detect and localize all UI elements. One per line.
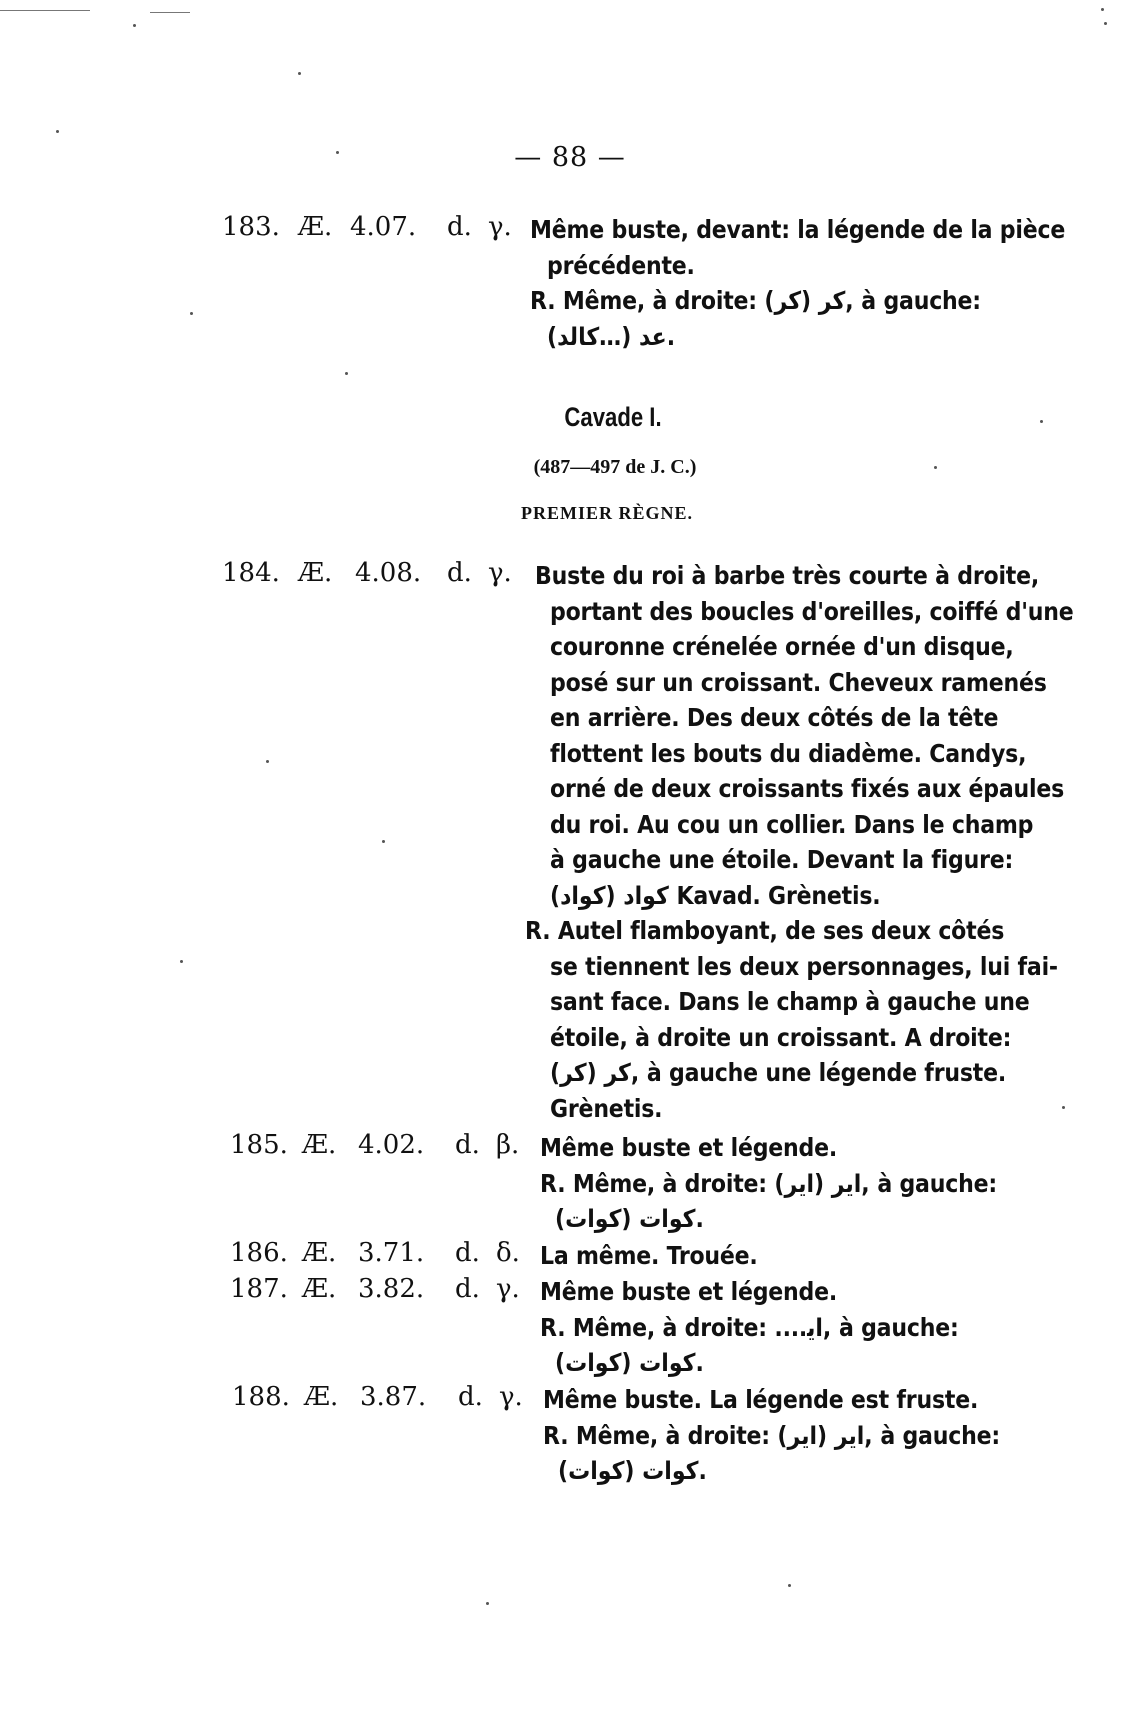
condition-grade: γ. — [499, 1382, 523, 1412]
description-line: orné de deux croissants fixés aux épaules — [550, 774, 1065, 803]
metal-abbreviation: Æ. — [302, 1238, 337, 1268]
scan-speck — [1101, 8, 1104, 11]
scan-speck — [1104, 22, 1107, 25]
coin-weight: 3.82. — [358, 1274, 425, 1304]
description-line: couronne crénelée ornée d'un disque, — [550, 632, 1014, 661]
direction-mark: d. — [458, 1382, 483, 1412]
legend-line: ﮐﻮﺍﺕ (ﮐﻮﺍﺕ). — [555, 1348, 704, 1377]
description-line: précédente. — [547, 250, 695, 280]
entry-number: 185. — [230, 1130, 288, 1160]
scan-speck — [150, 12, 190, 13]
condition-grade: γ. — [488, 558, 512, 588]
scan-speck — [190, 312, 193, 315]
description-line: Même buste et légende. — [540, 1133, 838, 1162]
scan-speck — [788, 1584, 791, 1587]
description-line: à gauche une étoile. Devant la figure: — [550, 845, 1014, 874]
direction-mark: d. — [447, 212, 472, 242]
ruler-heading: Cavade I. — [564, 402, 662, 432]
coin-weight: 4.02. — [358, 1130, 425, 1160]
metal-abbreviation: Æ. — [298, 558, 333, 588]
coin-description — [525, 558, 1074, 1126]
scan-speck — [0, 10, 90, 11]
scan-speck — [934, 466, 937, 469]
reverse-line: R. Même, à droite: ﺍﻳﺮ (ﺍﻳﺮ), à gauche: — [540, 1168, 997, 1198]
direction-mark: d. — [455, 1274, 480, 1304]
entry-number: 188. — [232, 1382, 290, 1412]
entry-number: 186. — [230, 1238, 288, 1268]
scan-speck — [1062, 1106, 1065, 1109]
entry-number: 187. — [230, 1274, 288, 1304]
scan-speck — [298, 72, 301, 75]
description-line: Même buste, devant: la légende de la pièce — [530, 215, 1066, 244]
description-line: Même buste. La légende est fruste. — [543, 1385, 979, 1414]
entry-number: 183. — [222, 212, 280, 242]
description-line: flottent les bouts du diadème. Candys, — [550, 738, 1027, 768]
description-line: La même. Trouée. — [540, 1241, 758, 1270]
coin-description — [530, 212, 1066, 354]
scan-speck — [486, 1602, 489, 1605]
coin-description — [540, 1130, 1020, 1237]
reverse-line: R. Même, à droite: ﮐﺮ (ﮐﺮ), à gauche: — [530, 286, 981, 315]
description-line: du roi. Au cou un collier. Dans le champ — [550, 809, 1034, 839]
reverse-line: R. Même, à droite: ....ﺍﻳ, à gauche: — [540, 1312, 959, 1342]
reign-subheading: PREMIER RÈGNE. — [520, 503, 693, 523]
reign-dates: (487—497 de J. C.) — [533, 456, 697, 478]
description-line: Buste du roi à barbe très courte à droite, — [535, 561, 1040, 590]
coin-description — [540, 1274, 1020, 1381]
metal-abbreviation: Æ. — [302, 1130, 337, 1160]
coin-weight: 4.08. — [355, 558, 422, 588]
legend-line: ﮐﻮﺍﺕ (ﮐﻮﺍﺕ). — [558, 1456, 707, 1485]
page-number: — 88 — — [514, 142, 626, 173]
coin-description — [543, 1382, 1023, 1489]
metal-abbreviation: Æ. — [302, 1274, 337, 1304]
reverse-line: étoile, à droite un croissant. A droite: — [550, 1022, 1012, 1052]
description-line: Même buste et légende. — [540, 1277, 838, 1306]
reverse-line: ﮐﺮ (ﮐﺮ), à gauche une légende fruste. — [550, 1058, 1007, 1087]
direction-mark: d. — [447, 558, 472, 588]
condition-grade: γ. — [488, 212, 512, 242]
description-line: posé sur un croissant. Cheveux ramenés — [550, 667, 1047, 697]
scan-speck — [345, 372, 348, 375]
condition-grade: δ. — [496, 1238, 520, 1268]
scan-speck — [56, 130, 59, 133]
description-line: en arrière. Des deux côtés de la tête — [550, 703, 999, 732]
entry-number: 184. — [222, 558, 280, 588]
condition-grade: β. — [496, 1130, 520, 1160]
direction-mark: d. — [455, 1130, 480, 1160]
scan-speck — [1040, 420, 1043, 423]
legend-line: ﻋﺪ (…ﻛﺎﻟﺪ). — [547, 321, 676, 351]
reverse-line: se tiennent les deux personnages, lui fai- — [550, 951, 1058, 981]
direction-mark: d. — [455, 1238, 480, 1268]
coin-weight: 3.87. — [360, 1382, 427, 1412]
reverse-line: sant face. Dans le champ à gauche une — [550, 987, 1030, 1016]
coin-weight: 4.07. — [350, 212, 417, 242]
metal-abbreviation: Æ. — [298, 212, 333, 242]
scan-speck — [133, 24, 136, 27]
scan-speck — [336, 151, 339, 154]
condition-grade: γ. — [496, 1274, 520, 1304]
scan-speck — [266, 760, 269, 763]
reverse-line: Grènetis. — [550, 1093, 663, 1123]
coin-weight: 3.71. — [358, 1238, 425, 1268]
reverse-line: R. Autel flamboyant, de ses deux côtés — [525, 916, 1005, 945]
scan-speck — [382, 840, 385, 843]
scan-speck — [180, 960, 183, 963]
metal-abbreviation: Æ. — [304, 1382, 339, 1412]
legend-line: ﮐﻮﺍﺩ (ﮐﻮﺍﺩ) Kavad. Grènetis. — [550, 880, 881, 910]
coin-description — [540, 1238, 1020, 1274]
reverse-line: R. Même, à droite: ﺍﻳﺮ (ﺍﻳﺮ), à gauche: — [543, 1420, 1000, 1450]
description-line: portant des boucles d'oreilles, coiffé d'une — [550, 596, 1074, 626]
legend-line: ﮐﻮﺍﺕ (ﮐﻮﺍﺕ). — [555, 1204, 704, 1233]
